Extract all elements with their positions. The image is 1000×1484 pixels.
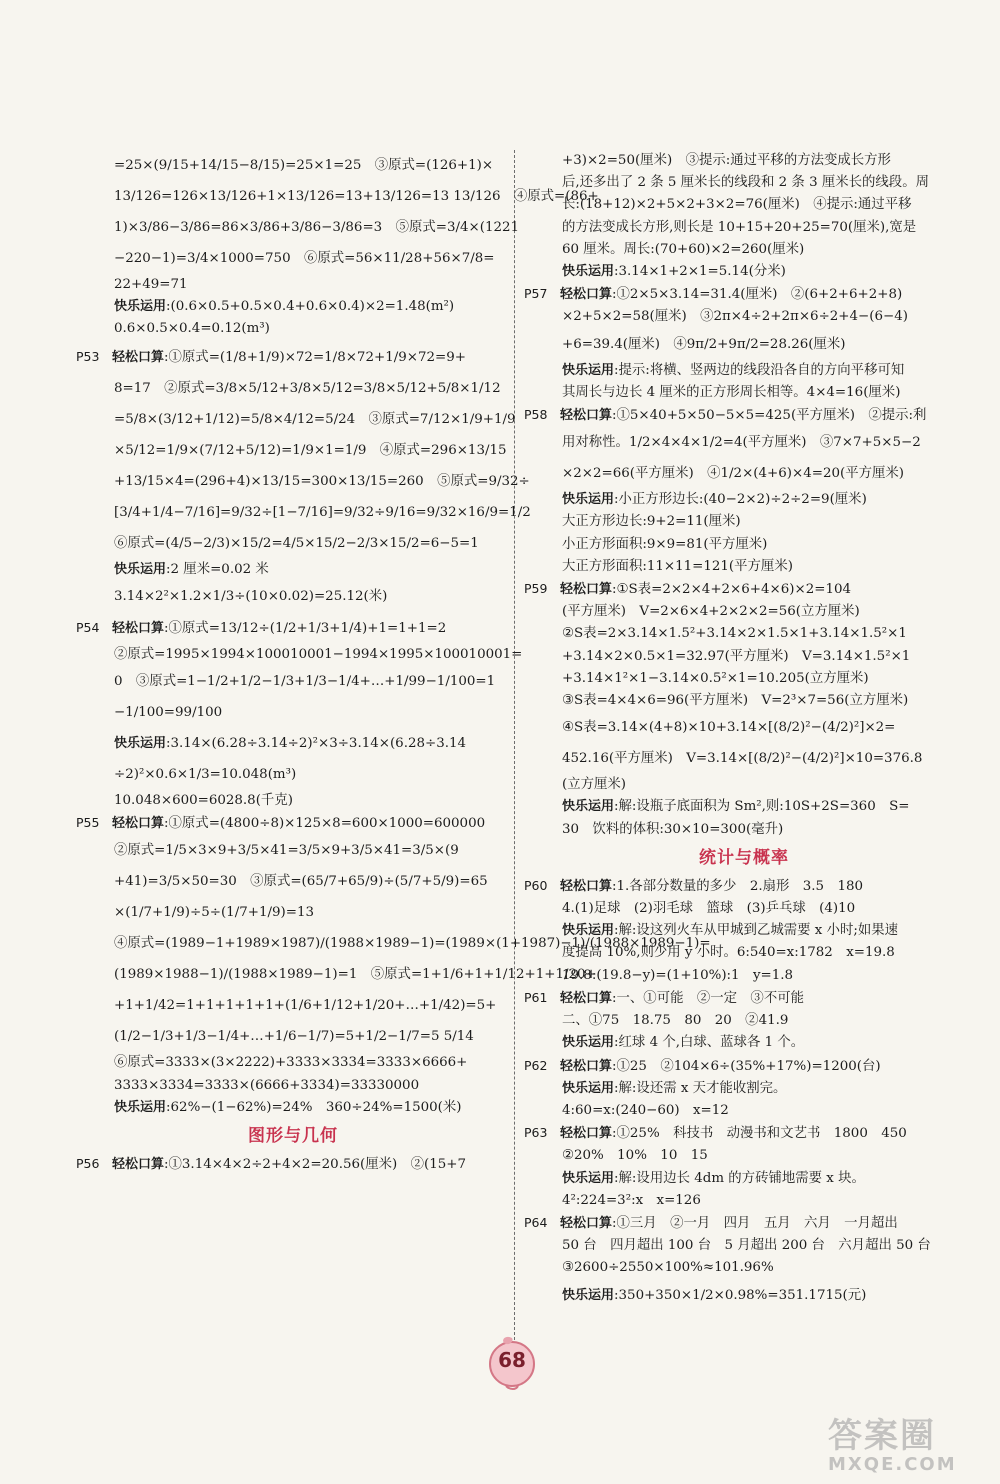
answer-text: ③S表=4×4×6=96(平方厘米) V=2³×7=56(立方厘米) (562, 693, 909, 709)
answer-text: :①原式=13/12÷(1/2+1/3+1/4)+1=1+1=2 (164, 620, 447, 636)
answer-line (524, 404, 964, 427)
right-answer-lines-after (524, 875, 964, 1311)
answer-line (524, 712, 964, 743)
answer-text: 60 厘米。周长:(70+60)×2=260(厘米) (562, 241, 805, 257)
answer-line (76, 404, 516, 435)
answer-line (76, 296, 510, 318)
answer-text: +3.14×1²×1−3.14×0.5²×1=10.205(立方厘米) (562, 670, 869, 686)
answer-line (524, 556, 964, 578)
answer-text: ×2×2=66(平方厘米) ④1/2×(4+6)×4=20(平方厘米) (562, 466, 905, 482)
answer-line (524, 965, 964, 987)
answer-text: :①5×40+5×50−5×5=425(平方厘米) ②提示:利 (612, 408, 927, 424)
answer-line (76, 728, 510, 759)
answer-text: 3.14×2²×1.2×1/3÷(10×0.02)=25.12(米) (114, 588, 388, 604)
answer-label: 快乐运用 (562, 362, 615, 378)
column-divider (514, 150, 515, 1340)
answer-text: :①25 ②104×6÷(35%+17%)=1200(台) (612, 1058, 881, 1074)
page-ref-label: P57 (524, 286, 548, 302)
answer-line (524, 668, 964, 690)
answer-line (524, 898, 964, 920)
answer-label: 轻松口算 (560, 1215, 613, 1231)
answer-line (76, 373, 510, 404)
answer-text: 4²:224=3²:x x=126 (562, 1192, 701, 1208)
answer-line (76, 435, 510, 466)
answer-text: −1/100=99/100 (114, 705, 223, 721)
answer-text: ②20% 10% 10 15 (562, 1148, 708, 1164)
answer-text: :①3.14×4×2÷2+4×2=20.56(厘米) ②(15+7 (164, 1157, 466, 1173)
answer-text: ⑥原式=3333×(3×2222)+3333×3334=3333×6666+ (114, 1055, 468, 1071)
answer-line (524, 1032, 964, 1054)
answer-text: :(0.6×0.5+0.5×0.4+0.6×0.4)×2=1.48(m²) (166, 299, 455, 315)
answer-text: ③2600÷2550×100%≈101.96% (562, 1260, 774, 1276)
answer-line (76, 612, 510, 644)
answer-line (76, 181, 599, 212)
watermark-url: MXQE.COM (828, 1454, 957, 1475)
page-number: 68 (498, 1348, 526, 1372)
answer-text: (1989×1988−1)/(1988×1989−1)=1 ⑤原式=1+1/6+1+1/12+1+1/20+ (114, 967, 597, 983)
answer-label: 快乐运用 (562, 923, 615, 939)
answer-text: :解:设这列火车从甲城到乙城需要 x 小时;如果速 (614, 923, 899, 939)
page-ref-label: P60 (524, 877, 548, 893)
answer-text: :解:设用边长 4dm 的方砖铺地需要 x 块。 (614, 1170, 865, 1186)
answer-line (76, 1021, 510, 1052)
answer-line (76, 835, 510, 866)
answer-line (76, 150, 510, 181)
answer-text: :350+350×1/2×0.98%=351.1715(元) (614, 1287, 867, 1303)
answer-text: 50 台 四月超出 100 台 5 月超出 200 台 六月超出 50 台 (562, 1238, 931, 1254)
answer-text: :①原式=(1/8+1/9)×72=1/8×72+1/9×72=9+ (164, 349, 466, 365)
answer-text: 其周长与边长 4 厘米的正方形周长相等。4×4=16(厘米) (562, 384, 901, 400)
answer-line (524, 942, 964, 964)
answer-text: =5/8×(3/12+1/12)=5/8×4/12=5/24 ③原式=7/12×1/9+1/9 (114, 411, 516, 427)
answer-line (524, 172, 964, 194)
answer-label: 快乐运用 (114, 736, 167, 752)
answer-line (76, 274, 510, 296)
answer-text: 大正方形边长:9+2=11(厘米) (562, 514, 741, 530)
page-ref-label: P54 (76, 619, 100, 635)
answer-label: 轻松口算 (560, 582, 613, 598)
answer-text: :①S表=2×2×4+2×6+4×6)×2=104 (612, 582, 852, 598)
answer-text: 1)×3/86−3/86=86×3/86+3/86−3/86=3 ⑤原式=3/4×(1221 (114, 220, 520, 235)
answer-text: 大正方形面积:11×11=121(平方厘米) (562, 558, 793, 574)
answer-line (524, 1280, 964, 1311)
answer-text: +1+1/42=1+1+1+1+1+(1/6+1/12+1/20+…+1/42)=5+ (114, 998, 497, 1014)
answer-label: 快乐运用 (562, 492, 615, 508)
answer-line (76, 759, 510, 790)
answer-text: 8=17 ②原式=3/8×5/12+3/8×5/12=3/8×5/12+5/8×1/12 (114, 380, 501, 396)
answer-line (76, 866, 510, 897)
answer-line (76, 897, 510, 928)
answer-line (524, 511, 964, 533)
section-title-statistics: 统计与概率 (699, 847, 789, 868)
answer-line (524, 489, 964, 511)
answer-line (524, 194, 964, 216)
answer-line (524, 1168, 964, 1190)
answer-line (524, 306, 964, 328)
answer-text: 4.(1)足球 (2)羽毛球 篮球 (3)乒乓球 (4)10 (562, 901, 856, 917)
section-title-geometry: 图形与几何 (248, 1126, 338, 1147)
answer-text: :提示:将横、竖两边的线段沿各自的方向平移可知 (614, 362, 905, 378)
answer-line (524, 646, 964, 668)
right-column (524, 150, 964, 1311)
answer-line (524, 690, 964, 712)
answer-line (76, 1153, 510, 1176)
answer-text: ②原式=1995×1994×100010001−1994×1995×100010001= (114, 646, 523, 662)
answer-line (76, 581, 510, 612)
answer-line (524, 796, 964, 818)
answer-line (524, 239, 964, 261)
answer-text: :62%−(1−62%)=24% 360÷24%=1500(米) (166, 1099, 462, 1115)
answer-line (76, 1075, 510, 1097)
answer-text: :小正方形边长:(40−2×2)÷2÷2=9(厘米) (614, 492, 867, 508)
answer-line (524, 329, 964, 360)
answer-line (76, 559, 510, 581)
answer-text: ×5/12=1/9×(7/12+5/12)=1/9×1=1/9 ④原式=296×13/15 (114, 442, 507, 458)
page-ref-label: P58 (524, 407, 548, 423)
answer-text: 13/126=126×13/126+1×13/126=13+13/126=13 13/126 ④原式=(86+ (114, 189, 599, 204)
answer-line (76, 497, 531, 528)
watermark-logo: 答案圈 (828, 1416, 936, 1456)
answer-text: :2 厘米=0.02 米 (166, 561, 269, 577)
answer-text: =25×(9/15+14/15−8/15)=25×1=25 ③原式=(126+1)× (114, 158, 494, 173)
answer-text: :解:设瓶子底面积为 Sm²,则:10S+2S=360 S= (614, 799, 910, 815)
answer-label: 快乐运用 (562, 1080, 615, 1096)
answer-line (76, 341, 510, 373)
answer-text: 452.16(平方厘米) V=3.14×[(8/2)²−(4/2)²]×10=376.8 (562, 751, 923, 767)
right-answer-lines (524, 150, 964, 841)
answer-line (524, 774, 964, 796)
answer-text: ⑥原式=(4/5−2/3)×15/2=4/5×15/2−2/3×15/2=6−5=1 (114, 535, 479, 551)
answer-line (76, 528, 510, 559)
answer-text: [3/4+1/4−7/16]=9/32÷[1−7/16]=9/32÷9/16=9/32×16/9=1/2 (114, 504, 531, 520)
answer-text: :红球 4 个,白球、蓝球各 1 个。 (614, 1035, 805, 1051)
answer-text: (1/2−1/3+1/3−1/4+…+1/6−1/7)=5+1/2−1/7=5 5/14 (114, 1029, 474, 1045)
answer-text: ④原式=(1989−1+1989×1987)/(1988×1989−1)=(1989×(1+1987)−1)/(1988×1989−1)= (114, 936, 711, 952)
answer-line (524, 987, 964, 1010)
answer-text: +3)×2=50(厘米) ③提示:通过平移的方法变成长方形 (562, 153, 891, 168)
answer-text: :①三月 ②一月 四月 五月 六月 一月超出 (612, 1215, 898, 1231)
answer-label: 轻松口算 (560, 1058, 613, 1074)
answer-text: 19.8:(19.8−y)=(1+10%):1 y=1.8 (562, 967, 794, 983)
answer-line (524, 819, 964, 841)
answer-line (524, 875, 964, 898)
answer-text: (平方厘米) V=2×6×4+2×2×2=56(立方厘米) (562, 604, 860, 620)
answer-line (76, 318, 510, 340)
answer-text: ×(1/7+1/9)÷5÷(1/7+1/9)=13 (114, 905, 314, 921)
answer-text: :1.各部分数量的多少 2.扇形 3.5 180 (612, 878, 864, 894)
answer-text: (立方厘米) (562, 777, 627, 793)
page-ref-label: P56 (76, 1156, 100, 1172)
answer-text: :解:设还需 x 天才能收割完。 (614, 1080, 787, 1096)
answer-line (76, 666, 510, 697)
answer-line (524, 283, 964, 306)
answer-label: 轻松口算 (560, 287, 613, 303)
answer-line (524, 458, 964, 489)
answer-line (76, 959, 597, 990)
answer-text: 10.048×600=6028.8(千克) (114, 793, 293, 809)
watermark (828, 1418, 988, 1478)
answer-text: ×2+5×2=58(厘米) ③2π×4÷2+2π×6÷2+4−(6−4) (562, 309, 908, 325)
answer-line (524, 427, 964, 458)
answer-text: 30 饮料的体积:30×10=300(毫升) (562, 821, 784, 837)
answer-line (76, 466, 530, 497)
answer-line (524, 1212, 964, 1235)
answer-line (524, 1257, 964, 1279)
page-ref-label: P59 (524, 581, 548, 597)
answer-text: ④S表=3.14×(4+8)×10+3.14×[(8/2)²−(4/2)²]×2= (562, 720, 896, 736)
answer-text: 的方法变成长方形,则长是 10+15+20+25=70(厘米),宽是 (562, 219, 917, 235)
answer-label: 快乐运用 (562, 1035, 615, 1051)
answer-line (524, 578, 964, 601)
answer-line (524, 1100, 964, 1122)
answer-line (524, 623, 964, 645)
page-ref-label: P61 (524, 989, 548, 1005)
answer-text: :一、①可能 ②一定 ③不可能 (612, 990, 804, 1006)
answer-line (524, 217, 964, 239)
answer-line (76, 644, 523, 666)
answer-text: 后,还多出了 2 条 5 厘米长的线段和 2 条 3 厘米长的线段。周 (562, 175, 929, 191)
answer-text: 22+49=71 (114, 277, 188, 292)
answer-label: 快乐运用 (562, 799, 615, 815)
page-ref-label: P62 (524, 1057, 548, 1073)
answer-text: +6=39.4(厘米) ④9π/2+9π/2=28.26(厘米) (562, 336, 846, 352)
answer-line (524, 1055, 964, 1078)
answer-line (524, 1190, 964, 1212)
answer-text: :①原式=(4800÷8)×125×8=600×1000=600000 (164, 816, 486, 832)
answer-label: 轻松口算 (112, 816, 165, 832)
answer-text: −220−1)=3/4×1000=750 ⑥原式=56×11/28+56×7/8= (114, 251, 495, 266)
answer-line (76, 1097, 510, 1119)
answer-line (524, 743, 964, 774)
page-ref-label: P64 (524, 1214, 548, 1230)
answer-line (524, 261, 964, 283)
answer-line (524, 601, 964, 623)
answer-label: 轻松口算 (560, 1126, 613, 1142)
answer-label: 轻松口算 (112, 620, 165, 636)
answer-line (524, 150, 964, 172)
answer-text: 4:60=x:(240−60) x=12 (562, 1102, 729, 1118)
answer-line (76, 812, 510, 835)
answer-line (524, 1145, 964, 1167)
answer-label: 轻松口算 (560, 878, 613, 894)
answer-text: :①2×5×3.14=31.4(厘米) ②(6+2+6+2+8) (612, 287, 903, 303)
answer-line (76, 990, 510, 1021)
page-ref-label: P53 (76, 348, 100, 364)
answer-text: :①25% 科技书 动漫书和文艺书 1800 450 (612, 1126, 907, 1142)
answer-label: 快乐运用 (114, 299, 167, 315)
answer-text: 用对称性。1/2×4×4×1/2=4(平方厘米) ③7×7+5×5−2 (562, 435, 921, 451)
answer-line (524, 382, 964, 404)
answer-text: +13/15×4=(296+4)×13/15=300×13/15=260 ⑤原式=9/32÷ (114, 473, 530, 489)
answer-label: 轻松口算 (112, 1157, 165, 1173)
answer-text: 小正方形面积:9×9=81(平方厘米) (562, 536, 768, 552)
answer-text: 二、①75 18.75 80 20 ②41.9 (562, 1013, 789, 1029)
answer-line (76, 790, 510, 812)
answer-text: 0 ③原式=1−1/2+1/2−1/3+1/3−1/4+…+1/99−1/100=1 (114, 674, 496, 690)
answer-text: 长:(18+12)×2+5×2+3×2=76(厘米) ④提示:通过平移 (562, 197, 912, 213)
left-answer-lines-after (76, 1153, 510, 1176)
answer-text: ②S表=2×3.14×1.5²+3.14×2×1.5×1+3.14×1.5²×1 (562, 626, 907, 642)
answer-text: +41)=3/5×50=30 ③原式=(65/7+65/9)÷(5/7+5/9)=65 (114, 874, 488, 890)
answer-line (76, 697, 510, 728)
answer-line (524, 1078, 964, 1100)
answer-text: +3.14×2×0.5×1=32.97(平方厘米) V=3.14×1.5²×1 (562, 648, 911, 664)
answer-line (76, 243, 510, 274)
answer-text: 度提高 10%,则少用 y 小时。6:540=x:1782 x=19.8 (562, 945, 895, 961)
answer-line (524, 1122, 964, 1145)
answer-line (524, 360, 964, 382)
answer-line (524, 1010, 964, 1032)
answer-label: 快乐运用 (562, 1287, 615, 1303)
answer-line (524, 534, 964, 556)
answer-text: ÷2)²×0.6×1/3=10.048(m³) (114, 767, 297, 783)
answer-label: 快乐运用 (114, 561, 167, 577)
answer-text: ②原式=1/5×3×9+3/5×41=3/5×9+3/5×41=3/5×(9 (114, 843, 459, 859)
answer-line (524, 920, 964, 942)
answer-line (524, 1235, 964, 1257)
answer-text: :3.14×1+2×1=5.14(分米) (614, 264, 786, 280)
page-ref-label: P63 (524, 1125, 548, 1141)
answer-label: 快乐运用 (562, 264, 615, 280)
page-ref-label: P55 (76, 815, 100, 831)
answer-label: 快乐运用 (114, 1099, 167, 1115)
answer-label: 轻松口算 (560, 408, 613, 424)
answer-label: 快乐运用 (562, 1170, 615, 1186)
answer-line (76, 212, 520, 243)
answer-label: 轻松口算 (560, 990, 613, 1006)
answer-text: :3.14×(6.28÷3.14÷2)²×3÷3.14×(6.28÷3.14 (166, 736, 467, 752)
answer-text: 0.6×0.5×0.4=0.12(m³) (114, 321, 270, 337)
answer-label: 轻松口算 (112, 349, 165, 365)
answer-line (76, 1052, 510, 1074)
answer-text: 3333×3334=3333×(6666+3334)=33330000 (114, 1077, 420, 1093)
